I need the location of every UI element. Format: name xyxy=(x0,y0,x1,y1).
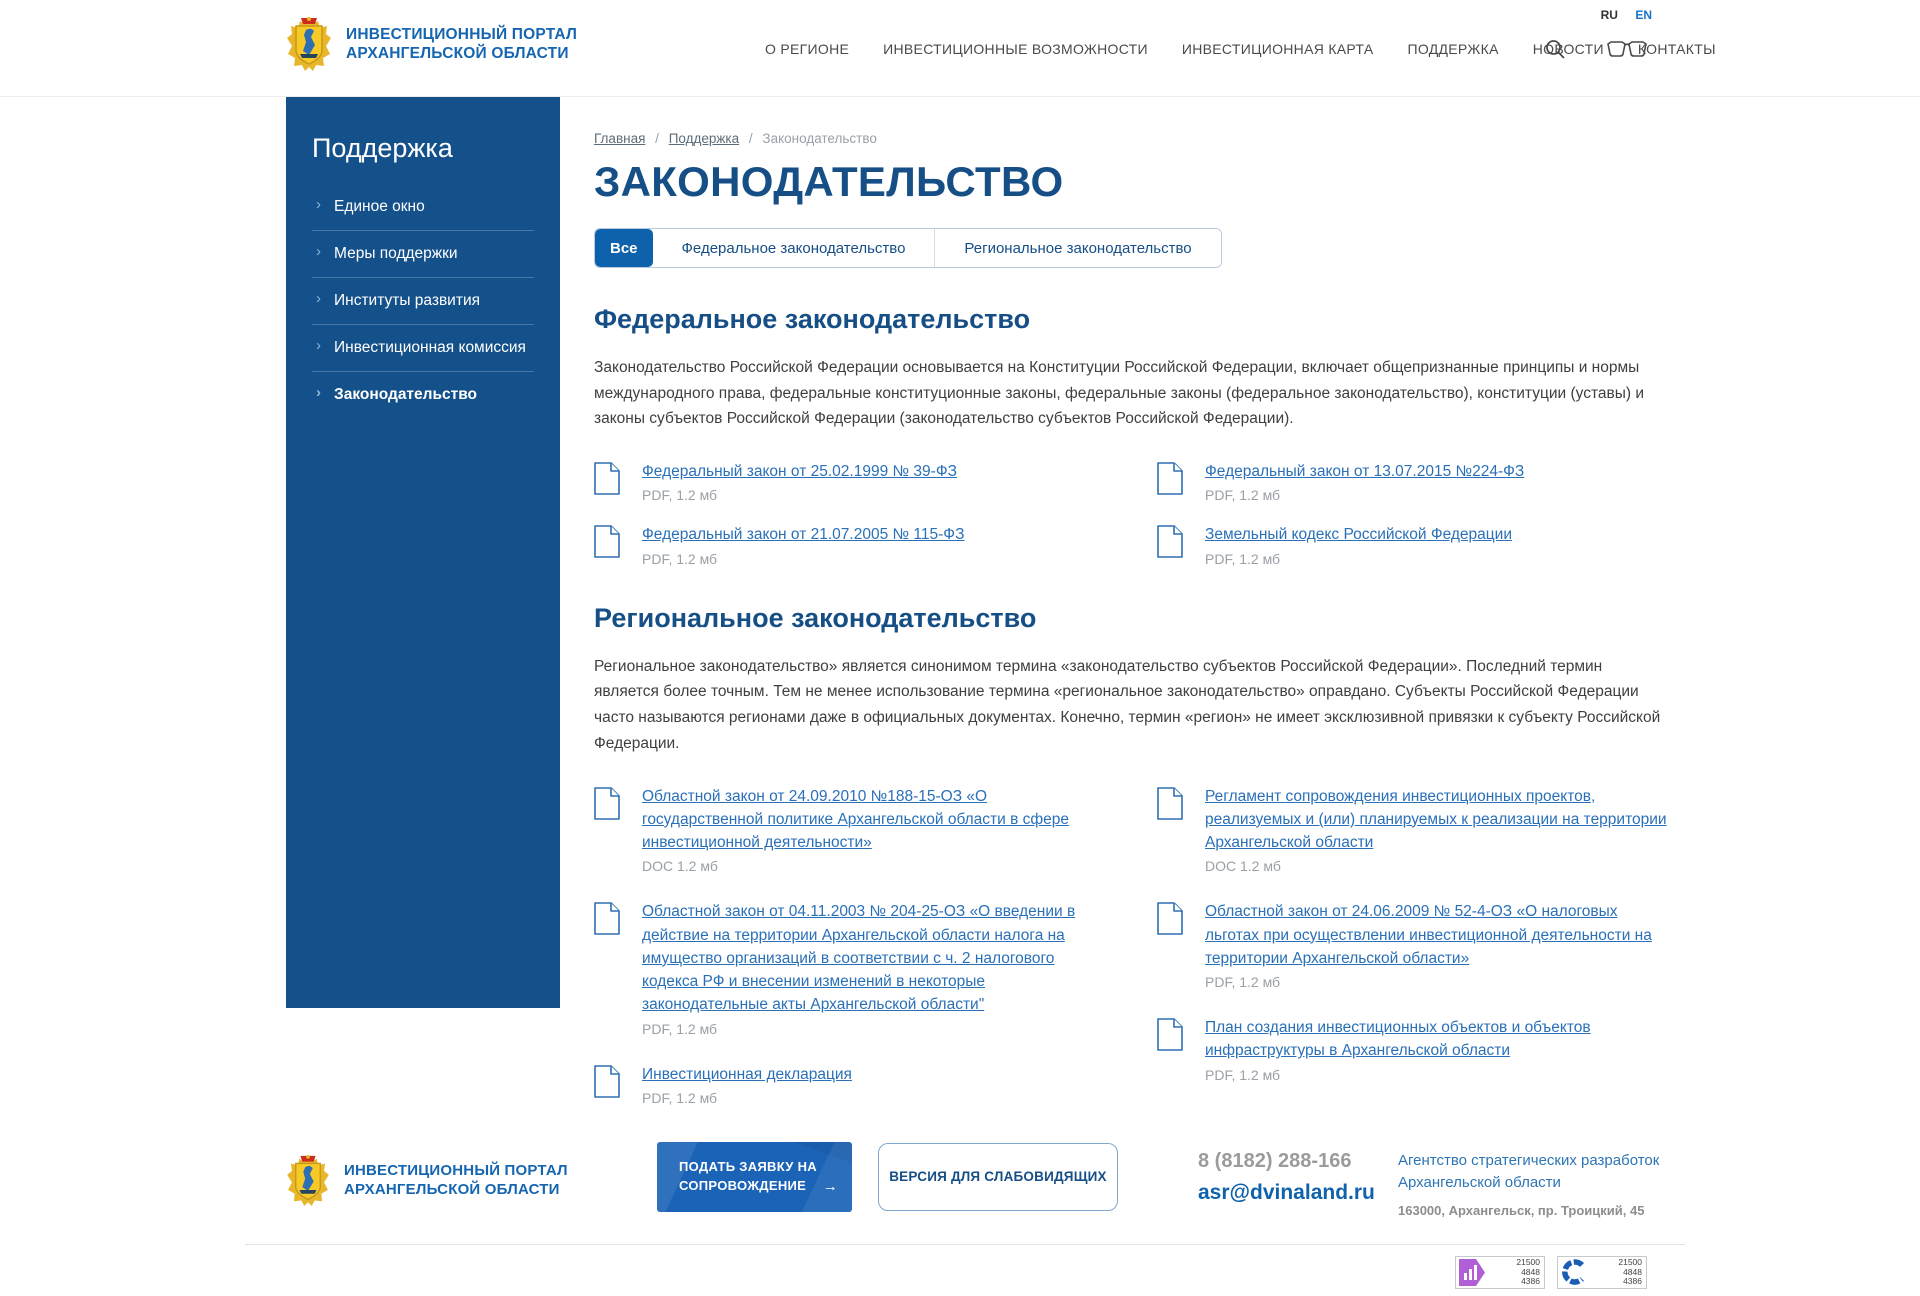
sidebar-item-development-institutes[interactable] xyxy=(312,278,534,325)
main-area xyxy=(0,97,1920,1132)
doc-item xyxy=(1157,785,1690,875)
doc-meta: PDF, 1.2 мб xyxy=(642,550,718,567)
tab-federal[interactable]: Федеральное законодательство xyxy=(653,229,935,267)
doc-link[interactable]: План создания инвестиционных объектов и объектов инфраструктуры в Архангельской области xyxy=(1205,1019,1591,1060)
document-icon xyxy=(594,525,620,558)
search-icon[interactable] xyxy=(1544,38,1566,60)
doc-item xyxy=(1157,1016,1690,1083)
sidebar-item-support-measures[interactable] xyxy=(312,231,534,278)
site-logo[interactable] xyxy=(286,16,577,72)
lang-en[interactable]: EN xyxy=(1635,8,1652,22)
document-icon xyxy=(1157,525,1183,558)
footer-phone: 8 (8182) 288-166 xyxy=(1198,1149,1352,1172)
breadcrumb-current: Законодательство xyxy=(762,131,877,146)
document-icon xyxy=(1157,787,1183,820)
doc-link[interactable]: Регламент сопровождения инвестиционных проектов, реализуемых и (или) планируемых к реализации на территории Архангельской области xyxy=(1205,787,1667,852)
doc-item xyxy=(1157,900,1690,990)
bar-chart-counter-icon xyxy=(1459,1259,1485,1286)
lang-ru[interactable]: RU xyxy=(1600,8,1618,22)
header-icons xyxy=(1544,0,1648,97)
doc-meta: DOC 1.2 мб xyxy=(642,858,718,875)
doc-meta: PDF, 1.2 мб xyxy=(642,1089,718,1106)
nav-region[interactable]: О РЕГИОНЕ xyxy=(765,40,850,57)
doc-link[interactable]: Областной закон от 04.11.2003 № 204-25-ОЗ «О введении в действие на территории Архангельской области налога на имущество организаций в соответствии с ч. 2 налогового кодекса РФ и внесении изменений в некоторые законодательные акты Архангельской области" xyxy=(642,903,1076,1014)
breadcrumb-separator: / xyxy=(655,131,659,146)
footer-email-link[interactable]: asr@dvinaland.ru xyxy=(1198,1180,1375,1204)
visit-counters xyxy=(1455,1256,1647,1289)
doc-meta: PDF, 1.2 мб xyxy=(1205,974,1281,991)
sidebar-item-single-window[interactable] xyxy=(312,184,534,231)
arrow-right-icon: → xyxy=(822,1178,838,1196)
page-title: ЗАКОНОДАТЕЛЬСТВО xyxy=(594,158,1064,205)
footer-contacts xyxy=(1198,1150,1375,1205)
doc-item xyxy=(1157,460,1690,503)
federal-heading: Федеральное законодательство xyxy=(594,304,1031,334)
nav-invest-opportunities[interactable]: ИНВЕСТИЦИОННЫЕ ВОЗМОЖНОСТИ xyxy=(883,40,1148,57)
filter-tabs xyxy=(594,228,1222,268)
tab-all[interactable]: Все xyxy=(595,229,653,267)
document-icon xyxy=(1157,1018,1183,1051)
sputnik-counter-icon xyxy=(1561,1259,1587,1285)
document-icon xyxy=(1157,462,1183,495)
site-title: ИНВЕСТИЦИОННЫЙ ПОРТАЛ АРХАНГЕЛЬСКОЙ ОБЛАСТИ xyxy=(346,26,578,62)
doc-item xyxy=(1157,523,1690,566)
chevron-right-icon: › xyxy=(316,384,321,401)
doc-link[interactable]: Земельный кодекс Российской Федерации xyxy=(1205,526,1512,544)
footer-logo[interactable] xyxy=(286,1154,568,1207)
apply-support-button[interactable]: ПОДАТЬ ЗАЯВКУ НА СОПРОВОЖДЕНИЕ → xyxy=(657,1142,852,1212)
doc-meta: PDF, 1.2 мб xyxy=(1205,550,1281,567)
nav-support[interactable]: ПОДДЕРЖКА xyxy=(1407,40,1499,57)
agency-name-line2: Архангельской области xyxy=(1398,1173,1561,1191)
regional-docs-right xyxy=(1157,785,1690,1132)
visually-impaired-version-button[interactable]: ВЕРСИЯ ДЛЯ СЛАБОВИДЯЩИХ xyxy=(878,1143,1118,1211)
chevron-right-icon: › xyxy=(316,243,321,260)
chevron-right-icon: › xyxy=(316,290,321,307)
document-icon xyxy=(594,787,620,820)
breadcrumb-support[interactable]: Поддержка xyxy=(668,131,740,146)
breadcrumb-separator: / xyxy=(748,131,753,146)
sidebar-item-legislation[interactable] xyxy=(312,372,534,418)
sidebar-item-label: Законодательство xyxy=(334,386,478,403)
doc-link[interactable]: Областной закон от 24.09.2010 №188-15-ОЗ «О государственной политике Архангельской области в сфере инвестиционной деятельности» xyxy=(642,787,1070,852)
sidebar-item-label: Единое окно xyxy=(334,198,425,215)
sidebar-item-label: Инвестиционная комиссия xyxy=(334,339,526,356)
document-icon xyxy=(594,902,620,935)
nav-invest-map[interactable]: ИНВЕСТИЦИОННАЯ КАРТА xyxy=(1181,40,1374,57)
footer-site-title: ИНВЕСТИЦИОННЫЙ ПОРТАЛ АРХАНГЕЛЬСКОЙ ОБЛАСТИ xyxy=(344,1162,568,1199)
regional-docs xyxy=(594,785,1690,1132)
doc-item xyxy=(594,523,1157,566)
header xyxy=(0,0,1920,97)
chevron-right-icon: › xyxy=(316,196,321,213)
sidebar xyxy=(286,97,560,1008)
doc-item xyxy=(594,460,1157,503)
agency-address: 163000, Архангельск, пр. Троицкий, 45 xyxy=(1398,1203,1645,1219)
sidebar-item-label: Институты развития xyxy=(334,292,480,309)
regional-heading: Региональное законодательство xyxy=(594,602,1037,633)
counter-badge-1[interactable]: 21500 4848 4386 xyxy=(1455,1256,1545,1289)
doc-item xyxy=(594,900,1157,1036)
federal-paragraph: Законодательство Российской Федерации основывается на Конституции Российской Федерации, включает общепризнанные принципы и нормы международного права, федеральные конституционные законы, федеральные законы (федеральное законодательство), конституции (уставы) и законы субъектов Российской Федерации (законодательство субъектов Российской Федерации). xyxy=(594,359,1644,428)
doc-item xyxy=(594,1063,1157,1106)
sidebar-item-investment-commission[interactable] xyxy=(312,325,534,372)
chevron-right-icon: › xyxy=(316,337,321,354)
breadcrumb-home[interactable]: Главная xyxy=(594,131,646,146)
coat-of-arms-icon xyxy=(286,16,332,72)
doc-meta: PDF, 1.2 мб xyxy=(642,1020,718,1037)
nav-contacts[interactable]: КОНТАКТЫ xyxy=(1637,40,1716,57)
breadcrumb xyxy=(594,131,1690,146)
sidebar-item-label: Меры поддержки xyxy=(334,245,458,262)
sidebar-title: Поддержка xyxy=(312,133,453,163)
document-icon xyxy=(594,462,620,495)
doc-link[interactable]: Областной закон от 24.06.2009 № 52-4-ОЗ «О налоговых льготах при осуществлении инвестиционной деятельности на территории Архангельской области» xyxy=(1205,903,1652,967)
regional-docs-left xyxy=(594,785,1157,1132)
glasses-icon[interactable] xyxy=(1606,40,1648,58)
doc-meta: PDF, 1.2 мб xyxy=(1205,1066,1281,1083)
counter-badge-2[interactable]: 21500 4848 4386 xyxy=(1557,1256,1647,1289)
doc-link[interactable]: Федеральный закон от 13.07.2015 №224-ФЗ xyxy=(1205,463,1525,481)
agency-name-line1: Агентство стратегических разработок xyxy=(1398,1151,1660,1169)
content xyxy=(560,97,1690,1132)
document-icon xyxy=(1157,902,1183,935)
nav-news[interactable]: НОВОСТИ xyxy=(1532,40,1604,57)
document-icon xyxy=(594,1065,620,1098)
coat-of-arms-icon xyxy=(286,1154,330,1207)
footer-agency xyxy=(1398,1150,1668,1219)
doc-meta: PDF, 1.2 мб xyxy=(642,487,718,504)
footer-divider xyxy=(245,1244,1685,1245)
doc-item xyxy=(594,785,1157,875)
doc-link[interactable]: Федеральный закон от 25.02.1999 № 39-ФЗ xyxy=(642,463,957,481)
regional-paragraph: Региональное законодательство» является синонимом термина «законодательство субъектов Российской Федерации». Последний термин является более точным. Тем не менее использование термина «региональное законодательство» оправдано. Субъекты Российской Федерации часто называются регионами даже в официальных документах. Конечно, термин «регион» не имеет эксклюзивной привязки к субъекту Российской Федерации. xyxy=(594,657,1661,752)
doc-meta: PDF, 1.2 мб xyxy=(1205,487,1281,504)
federal-docs xyxy=(594,460,1690,567)
tab-regional[interactable]: Региональное законодательство xyxy=(934,229,1220,267)
doc-link[interactable]: Федеральный закон от 21.07.2005 № 115-ФЗ xyxy=(642,526,965,544)
footer xyxy=(0,1132,1920,1296)
doc-meta: DOC 1.2 мб xyxy=(1205,858,1281,875)
doc-link[interactable]: Инвестиционная декларация xyxy=(642,1065,852,1083)
